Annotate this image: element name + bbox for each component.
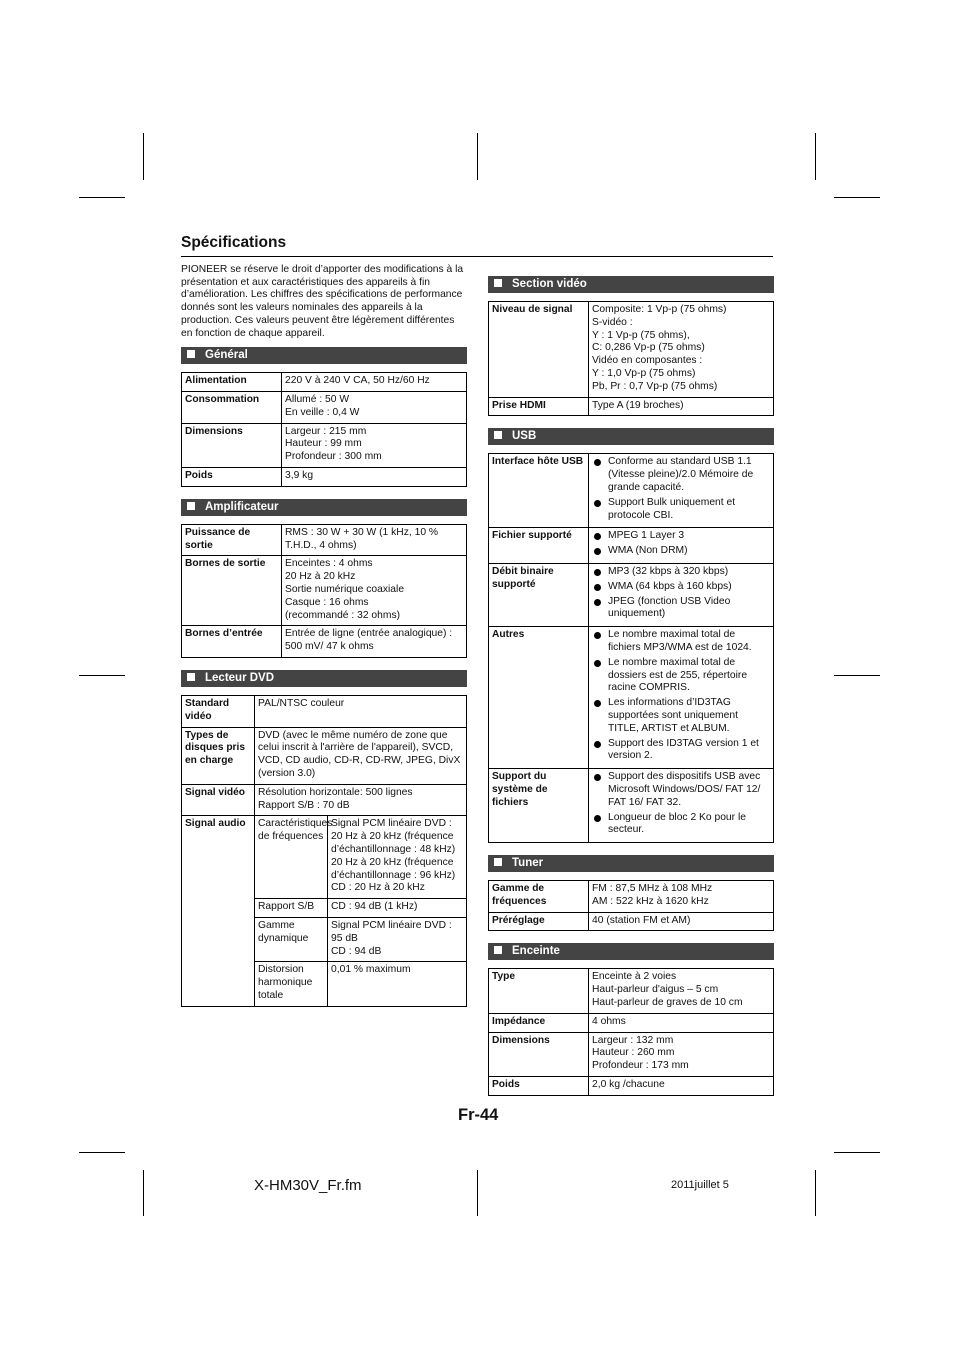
table-row [489, 563, 774, 626]
spec-key: Dimensions [182, 423, 282, 467]
spec-value: Composite: 1 Vp-p (75 ohms) S-vidéo : Y : 1 Vp-p (75 ohms), C: 0,286 Vp-p (75 ohms) Vidéo en composantes : Y : 1,0 Vp-p (75 ohms) Pb, Pr : 0,7 Vp-p (75 ohms) [589, 302, 774, 398]
crop-mark [143, 133, 144, 180]
table-row [489, 1013, 774, 1032]
spec-key: Alimentation [182, 373, 282, 392]
table-row [182, 423, 467, 467]
page-title: Spécifications [181, 234, 287, 251]
square-bullet-icon [494, 279, 502, 287]
list-item: Les informations d’ID3TAG supportées sont uniquement TITLE, ARTIST et ALBUM. [592, 697, 770, 735]
crop-mark [143, 1170, 144, 1216]
bullet-list [592, 456, 770, 522]
spec-value: FM : 87,5 MHz à 108 MHz AM : 522 kHz à 1620 kHz [589, 881, 774, 913]
spec-subkey: Distorsion harmonique totale [255, 962, 328, 1006]
spec-key: Interface hôte USB [489, 454, 589, 528]
spec-key: Poids [489, 1077, 589, 1096]
list-item: Le nombre maximal total de dossiers est de 255, répertoire racine COMPRIS. [592, 657, 770, 695]
intro-paragraph: PIONEER se réserve le droit d’apporter des modifications à la présentation et aux caractéristiques des appareils à fin d’amélioration. Les chiffres des spécifications de performance donnés sont les valeurs nominales des appareils à la production. Ces valeurs peuvent être légèrement différentes en fonction de chaque appareil. [181, 264, 464, 339]
spec-key: Signal vidéo [182, 784, 255, 816]
spec-value: Enceinte à 2 voies Haut-parleur d'aigus – 5 cm Haut-parleur de graves de 10 cm [589, 969, 774, 1013]
spec-value: 2,0 kg /chacune [589, 1077, 774, 1096]
spec-key: Débit binaire supporté [489, 563, 589, 626]
spec-key: Niveau de signal [489, 302, 589, 398]
spec-subkey: Gamme dynamique [255, 917, 328, 961]
tuner-table [488, 880, 774, 931]
crop-mark [79, 197, 125, 198]
list-item: WMA (Non DRM) [592, 545, 770, 558]
table-row [182, 784, 467, 816]
crop-mark [477, 133, 478, 180]
spec-value: DVD (avec le même numéro de zone que celui inscrit à l'arrière de l'appareil), SVCD, VCD, CD audio, CD-R, CD-RW, JPEG, DivX (version 3.0) [255, 727, 467, 784]
section-header-usb [488, 428, 774, 445]
spec-key: Bornes d’entrée [182, 626, 282, 658]
spec-value: RMS : 30 W + 30 W (1 kHz, 10 % T.H.D., 4 ohms) [282, 524, 467, 556]
crop-mark [834, 1152, 880, 1153]
spec-value: 4 ohms [589, 1013, 774, 1032]
spec-key: Dimensions [489, 1032, 589, 1076]
section-title: Section vidéo [512, 278, 587, 290]
footer-date: 2011juillet 5 [671, 1179, 729, 1191]
spec-value: Résolution horizontale: 500 lignes Rapport S/B : 70 dB [255, 784, 467, 816]
spec-key: Signal audio [182, 816, 255, 1006]
general-table [181, 372, 467, 487]
spec-value: PAL/NTSC couleur [255, 695, 467, 727]
spec-value [589, 528, 774, 564]
spec-subkey: Rapport S/B [255, 899, 328, 918]
crop-mark [477, 1170, 478, 1216]
table-row [489, 912, 774, 931]
crop-mark [815, 1170, 816, 1216]
section-header-tuner [488, 855, 774, 872]
table-row [182, 392, 467, 424]
square-bullet-icon [494, 431, 502, 439]
section-title: USB [512, 430, 537, 443]
table-row [489, 454, 774, 528]
crop-mark [815, 133, 816, 180]
table-row [182, 373, 467, 392]
section-title: Général [205, 349, 248, 362]
spec-value: 3,9 kg [282, 468, 467, 487]
bullet-list [592, 530, 770, 558]
table-row [182, 727, 467, 784]
square-bullet-icon [187, 673, 195, 681]
crop-mark [834, 197, 880, 198]
footer-filename: X-HM30V_Fr.fm [254, 1177, 362, 1194]
table-row [489, 1077, 774, 1096]
spec-key: Préréglage [489, 912, 589, 931]
title-rule [181, 256, 773, 257]
spec-subkey: Caractéristiques de fréquences [255, 816, 328, 899]
square-bullet-icon [187, 502, 195, 510]
spec-value: Type A (19 broches) [589, 397, 774, 416]
square-bullet-icon [494, 858, 502, 866]
spec-key: Support du système de fichiers [489, 769, 589, 843]
list-item: Conforme au standard USB 1.1 (Vitesse pleine)/2.0 Mémoire de grande capacité. [592, 456, 770, 494]
table-row [489, 397, 774, 416]
spec-key: Autres [489, 627, 589, 769]
crop-mark [79, 675, 125, 676]
table-row [489, 969, 774, 1013]
list-item: Support des ID3TAG version 1 et version 2. [592, 738, 770, 764]
spec-key: Consommation [182, 392, 282, 424]
table-row [489, 302, 774, 398]
dvd-table [181, 695, 467, 1007]
spec-value [589, 627, 774, 769]
video-table [488, 301, 774, 416]
table-row [182, 695, 467, 727]
page-number: Fr-44 [458, 1106, 499, 1124]
table-row [182, 816, 467, 899]
spec-key: Types de disques pris en charge [182, 727, 255, 784]
list-item: JPEG (fonction USB Video uniquement) [592, 596, 770, 622]
table-row [489, 881, 774, 913]
list-item: Longueur de bloc 2 Ko pour le secteur. [592, 812, 770, 838]
section-header-general [181, 347, 467, 364]
usb-table [488, 453, 774, 843]
spec-key: Standard vidéo [182, 695, 255, 727]
spec-key: Prise HDMI [489, 397, 589, 416]
spec-value: Entrée de ligne (entrée analogique) : 500 mV/ 47 k ohms [282, 626, 467, 658]
spec-key: Puissance de sortie [182, 524, 282, 556]
list-item: MPEG 1 Layer 3 [592, 530, 770, 543]
table-row [182, 626, 467, 658]
section-header-amplifier [181, 499, 467, 516]
list-item: WMA (64 kbps à 160 kbps) [592, 581, 770, 594]
spec-key: Bornes de sortie [182, 556, 282, 626]
spec-value [589, 769, 774, 843]
table-row [182, 524, 467, 556]
table-row [489, 1032, 774, 1076]
list-item: Support Bulk uniquement et protocole CBI. [592, 497, 770, 523]
spec-key: Gamme de fréquences [489, 881, 589, 913]
spec-value: Largeur : 215 mm Hauteur : 99 mm Profondeur : 300 mm [282, 423, 467, 467]
speaker-table [488, 968, 774, 1095]
spec-value: Signal PCM linéaire DVD : 20 Hz à 20 kHz (fréquence d’échantillonnage : 48 kHz) 20 Hz à 20 kHz (fréquence d’échantillonnage : 96 kHz) CD : 20 Hz à 20 kHz [328, 816, 467, 899]
section-title: Lecteur DVD [205, 671, 275, 684]
square-bullet-icon [494, 946, 502, 954]
section-title: Enceinte [512, 945, 560, 958]
spec-value: 40 (station FM et AM) [589, 912, 774, 931]
right-column [488, 276, 774, 1108]
crop-mark [79, 1152, 125, 1153]
section-title: Tuner [512, 857, 544, 870]
spec-key: Type [489, 969, 589, 1013]
table-row [182, 468, 467, 487]
square-bullet-icon [187, 350, 195, 358]
table-row [489, 627, 774, 769]
spec-key: Fichier supporté [489, 528, 589, 564]
spec-value: Largeur : 132 mm Hauteur : 260 mm Profondeur : 173 mm [589, 1032, 774, 1076]
spec-key: Impédance [489, 1013, 589, 1032]
spec-value: CD : 94 dB (1 kHz) [328, 899, 467, 918]
spec-value [589, 563, 774, 626]
spec-value: Enceintes : 4 ohms 20 Hz à 20 kHz Sortie numérique coaxiale Casque : 16 ohms (recommandé : 32 ohms) [282, 556, 467, 626]
section-header-speaker [488, 943, 774, 960]
bullet-list [592, 629, 770, 763]
spec-value: 0,01 % maximum [328, 962, 467, 1006]
section-header-dvd [181, 670, 467, 687]
spec-value: 220 V à 240 V CA, 50 Hz/60 Hz [282, 373, 467, 392]
bullet-list [592, 566, 770, 621]
list-item: Support des dispositifs USB avec Microsoft Windows/DOS/ FAT 12/ FAT 16/ FAT 32. [592, 771, 770, 809]
section-header-video [488, 276, 774, 293]
section-title: Amplificateur [205, 500, 279, 513]
table-row [182, 556, 467, 626]
crop-mark [834, 675, 880, 676]
spec-key: Poids [182, 468, 282, 487]
spec-value [589, 454, 774, 528]
amplifier-table [181, 524, 467, 658]
table-row [489, 769, 774, 843]
left-column [181, 264, 467, 1019]
bullet-list [592, 771, 770, 837]
table-row [489, 528, 774, 564]
spec-value: Allumé : 50 W En veille : 0,4 W [282, 392, 467, 424]
list-item: Le nombre maximal total de fichiers MP3/WMA est de 1024. [592, 629, 770, 655]
spec-value: Signal PCM linéaire DVD : 95 dB CD : 94 dB [328, 917, 467, 961]
list-item: MP3 (32 kbps à 320 kbps) [592, 566, 770, 579]
